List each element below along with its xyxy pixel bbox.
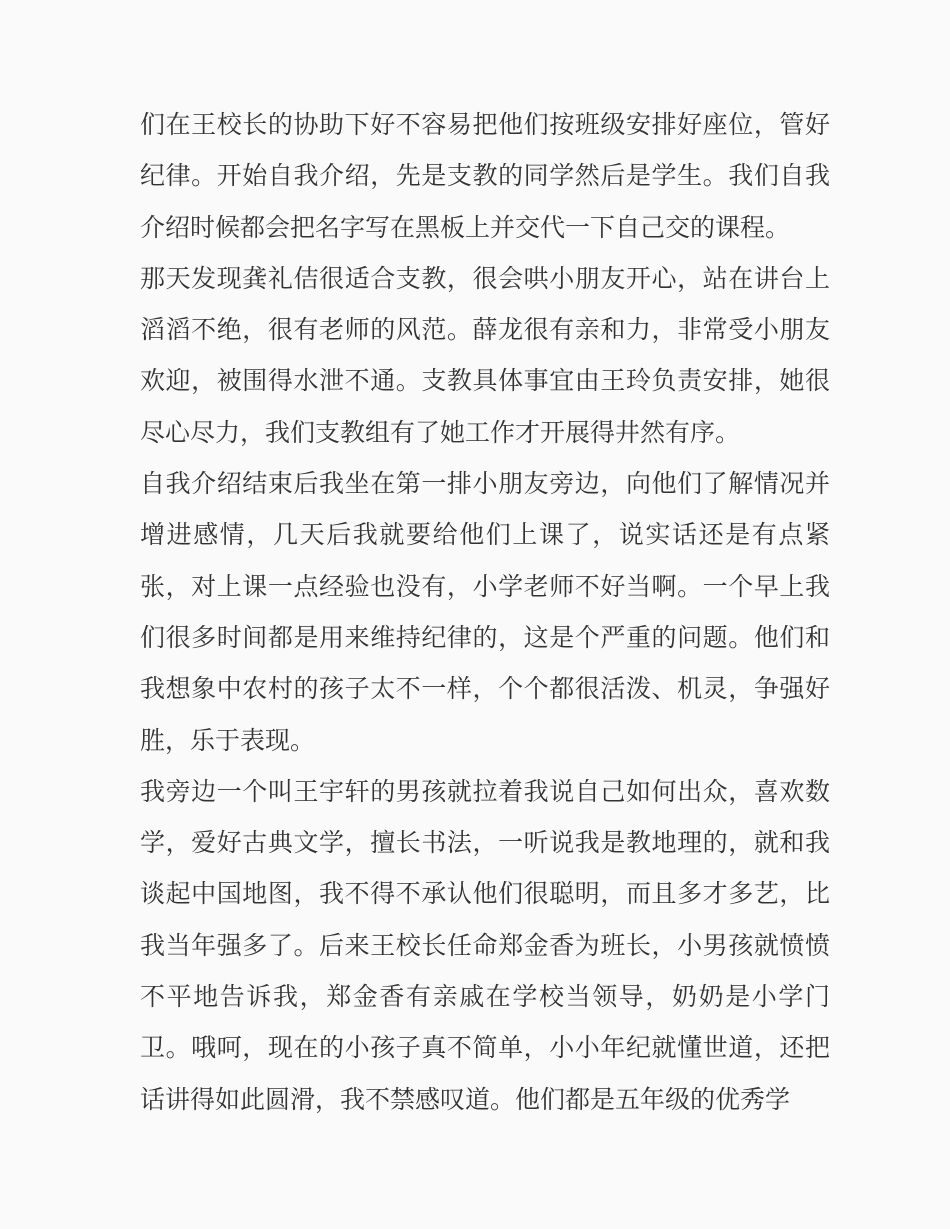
document-text-block bbox=[140, 99, 830, 1125]
text-line: 介绍时候都会把名字写在黑板上并交代一下自己交的课程。 bbox=[140, 212, 791, 242]
text-line: 学，爱好古典文学，擅长书法，一听说我是教地理的，就和我 bbox=[140, 828, 830, 858]
text-line: 胜，乐于表现。 bbox=[140, 725, 316, 755]
text-line: 们在王校长的协助下好不容易把他们按班级安排好座位，管好 bbox=[140, 110, 830, 139]
text-line: 张，对上课一点经验也没有，小学老师不好当啊。一个早上我 bbox=[140, 571, 830, 601]
text-line: 滔滔不绝，很有老师的风范。薛龙很有亲和力，非常受小朋友 bbox=[140, 315, 830, 345]
text-line: 谈起中国地图，我不得不承认他们很聪明，而且多才多艺，比 bbox=[140, 879, 830, 909]
text-line: 增进感情，几天后我就要给他们上课了，说实话还是有点紧 bbox=[140, 520, 830, 550]
text-line: 自我介绍结束后我坐在第一排小朋友旁边，向他们了解情况并 bbox=[140, 469, 830, 499]
text-line: 们很多时间都是用来维持纪律的，这是个严重的问题。他们和 bbox=[140, 622, 830, 652]
text-line: 我想象中农村的孩子太不一样，个个都很活泼、机灵，争强好 bbox=[140, 674, 830, 704]
text-line: 话讲得如此圆滑，我不禁感叹道。他们都是五年级的优秀学 bbox=[140, 1084, 791, 1114]
text-line: 尽心尽力，我们支教组有了她工作才开展得井然有序。 bbox=[140, 417, 741, 447]
text-line: 我当年强多了。后来王校长任命郑金香为班长，小男孩就愤愤 bbox=[140, 930, 830, 960]
text-line: 那天发现龚礼佶很适合支教，很会哄小朋友开心，站在讲台上 bbox=[140, 263, 830, 293]
text-line: 纪律。开始自我介绍，先是支教的同学然后是学生。我们自我 bbox=[140, 161, 830, 191]
text-line: 我旁边一个叫王宇轩的男孩就拉着我说自己如何出众，喜欢数 bbox=[140, 776, 830, 806]
text-line: 不平地告诉我，郑金香有亲戚在学校当领导，奶奶是小学门 bbox=[140, 982, 830, 1012]
text-line: 卫。哦呵，现在的小孩子真不简单，小小年纪就懂世道，还把 bbox=[140, 1033, 830, 1063]
text-line: 欢迎，被围得水泄不通。支教具体事宜由王玲负责安排，她很 bbox=[140, 366, 830, 396]
